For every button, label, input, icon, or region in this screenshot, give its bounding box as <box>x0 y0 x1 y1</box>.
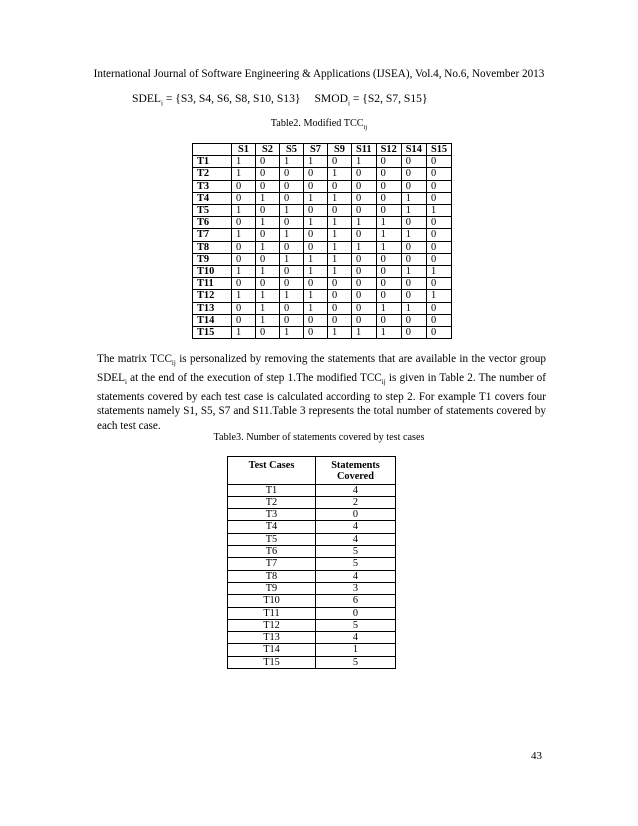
table-row <box>228 582 396 594</box>
table2-cell: 1 <box>376 327 401 339</box>
table-row <box>193 314 452 326</box>
table-row <box>228 619 396 631</box>
table2-cell: 0 <box>328 302 352 314</box>
table2-row-label: T3 <box>193 180 232 192</box>
paragraph-text-3: at the end of the execution of step 1.The modified TCC <box>126 371 382 384</box>
statements-covered-table <box>227 456 396 669</box>
table3-statements-covered: 4 <box>316 484 396 496</box>
body-paragraph <box>97 352 546 433</box>
table2-cell: 1 <box>352 241 377 253</box>
table-row <box>228 632 396 644</box>
paragraph-subscript-2: i <box>124 378 127 387</box>
table2-cell: 1 <box>232 229 256 241</box>
smod-value: = {S2, S7, S15} <box>349 92 428 105</box>
table2-cell: 0 <box>426 168 451 180</box>
table2-cell: 0 <box>280 241 304 253</box>
paragraph-subscript-3: ij <box>381 378 386 387</box>
table2-cell: 1 <box>256 241 280 253</box>
table2-cell: 1 <box>256 302 280 314</box>
table2-cell: 1 <box>232 290 256 302</box>
table2-cell: 0 <box>376 314 401 326</box>
table2-row-label: T7 <box>193 229 232 241</box>
table2-cell: 0 <box>401 217 426 229</box>
table2-row-label: T5 <box>193 205 232 217</box>
table2-cell: 0 <box>256 205 280 217</box>
table2-cell: 1 <box>401 205 426 217</box>
table2-column-header: S12 <box>376 144 401 156</box>
table-row <box>228 509 396 521</box>
table2-cell: 0 <box>256 156 280 168</box>
table2-column-header: S1 <box>232 144 256 156</box>
table3-statements-covered: 5 <box>316 656 396 668</box>
table2-row-label: T15 <box>193 327 232 339</box>
table2-cell: 0 <box>328 290 352 302</box>
table2-cell: 0 <box>401 180 426 192</box>
table2-cell: 1 <box>376 229 401 241</box>
table3-caption: Table3. Number of statements covered by test cases <box>213 432 425 443</box>
table2-cell: 1 <box>304 253 328 265</box>
table2-cell: 1 <box>256 266 280 278</box>
table2-cell: 0 <box>232 241 256 253</box>
table2-cell: 0 <box>280 180 304 192</box>
table2-cell: 0 <box>280 192 304 204</box>
table2-cell: 0 <box>426 314 451 326</box>
table3-test-case: T5 <box>228 533 316 545</box>
table2-cell: 0 <box>304 229 328 241</box>
table2-cell: 1 <box>328 241 352 253</box>
table-row <box>193 217 452 229</box>
table-row <box>193 156 452 168</box>
table-row <box>228 558 396 570</box>
table2-column-header: S9 <box>328 144 352 156</box>
table2-cell: 0 <box>352 314 377 326</box>
table2-cell: 1 <box>328 168 352 180</box>
table2-cell: 1 <box>256 217 280 229</box>
modified-tcc-table <box>192 143 452 339</box>
table3-test-case: T2 <box>228 496 316 508</box>
sdel-subscript: i <box>160 99 163 108</box>
table3-test-case: T14 <box>228 644 316 656</box>
table2-cell: 0 <box>426 192 451 204</box>
table3-statements-covered: 0 <box>316 509 396 521</box>
table2-cell: 0 <box>280 266 304 278</box>
table2-cell: 1 <box>352 217 377 229</box>
table2-cell: 1 <box>232 168 256 180</box>
table-row <box>228 546 396 558</box>
table2-column-header: S15 <box>426 144 451 156</box>
table3-test-case: T6 <box>228 546 316 558</box>
table2-cell: 1 <box>328 192 352 204</box>
table2-cell: 1 <box>352 327 377 339</box>
table2-column-header: S14 <box>401 144 426 156</box>
table2-cell: 0 <box>426 229 451 241</box>
table2-row-label: T6 <box>193 217 232 229</box>
table2-cell: 1 <box>401 302 426 314</box>
table2-column-header: S5 <box>280 144 304 156</box>
table-row <box>228 496 396 508</box>
table3-statements-covered: 3 <box>316 582 396 594</box>
table2-cell: 0 <box>232 253 256 265</box>
table2-cell: 0 <box>376 253 401 265</box>
paragraph-text-4: is given in Table 2. The number of statements covered by each test case is calculated according to step 2. For example T1 covers four statements namely S1, S5, S7 and S11.Table 3 represents the total number of statements covered by each test case. <box>97 371 546 432</box>
table2-cell: 0 <box>352 229 377 241</box>
table2-cell: 0 <box>352 205 377 217</box>
table2-cell: 0 <box>426 278 451 290</box>
table2-cell: 1 <box>280 156 304 168</box>
table3-test-case: T4 <box>228 521 316 533</box>
table2-cell: 1 <box>328 327 352 339</box>
table2-corner-cell <box>193 144 232 156</box>
table2-cell: 1 <box>401 229 426 241</box>
table2-cell: 0 <box>376 180 401 192</box>
table2-cell: 1 <box>401 192 426 204</box>
table2-cell: 0 <box>376 192 401 204</box>
table2-cell: 0 <box>401 314 426 326</box>
table3-test-case: T7 <box>228 558 316 570</box>
table2-cell: 0 <box>256 327 280 339</box>
table2-cell: 1 <box>328 266 352 278</box>
table2-cell: 0 <box>256 180 280 192</box>
table3-statements-covered: 2 <box>316 496 396 508</box>
table-row <box>228 595 396 607</box>
table2-cell: 0 <box>376 168 401 180</box>
page-number: 43 <box>531 750 542 762</box>
table3-statements-covered: 4 <box>316 521 396 533</box>
table2-cell: 0 <box>232 180 256 192</box>
table-row <box>193 278 452 290</box>
table2-cell: 0 <box>280 314 304 326</box>
table2-cell: 0 <box>280 302 304 314</box>
table2-row-label: T4 <box>193 192 232 204</box>
table2-cell: 0 <box>352 180 377 192</box>
table2-cell: 0 <box>256 253 280 265</box>
table3-test-case: T11 <box>228 607 316 619</box>
table2-row-label: T2 <box>193 168 232 180</box>
table2-cell: 0 <box>401 168 426 180</box>
table2-row-label: T13 <box>193 302 232 314</box>
smod-name: SMOD <box>314 92 348 105</box>
table-row <box>193 229 452 241</box>
table2-header-row <box>193 144 452 156</box>
table2-cell: 0 <box>232 314 256 326</box>
table2-cell: 0 <box>426 217 451 229</box>
table2-cell: 0 <box>232 217 256 229</box>
table2-cell: 1 <box>304 302 328 314</box>
table2-row-label: T8 <box>193 241 232 253</box>
table2-cell: 1 <box>256 314 280 326</box>
table2-cell: 1 <box>328 217 352 229</box>
table3-statements-covered: 0 <box>316 607 396 619</box>
table3-test-case: T9 <box>228 582 316 594</box>
table3-header-statements-covered: Statements Covered <box>316 457 396 485</box>
table2-row-label: T9 <box>193 253 232 265</box>
table2-cell: 0 <box>352 290 377 302</box>
table2-caption <box>0 118 638 131</box>
table3-test-case: T15 <box>228 656 316 668</box>
vector-sets <box>132 92 428 107</box>
table2-cell: 0 <box>376 156 401 168</box>
table3-header-row <box>228 457 396 485</box>
table2-cell: 0 <box>352 266 377 278</box>
table2-cell: 0 <box>401 290 426 302</box>
table2-cell: 1 <box>256 290 280 302</box>
table2-cell: 0 <box>401 327 426 339</box>
table2-cell: 0 <box>280 168 304 180</box>
table2-cell: 0 <box>304 241 328 253</box>
table3-test-case: T12 <box>228 619 316 631</box>
table3-statements-covered: 1 <box>316 644 396 656</box>
table2-column-header: S2 <box>256 144 280 156</box>
table2-cell: 0 <box>232 302 256 314</box>
table3-statements-covered: 6 <box>316 595 396 607</box>
table2-cell: 0 <box>232 192 256 204</box>
table-row <box>228 484 396 496</box>
table3-statements-covered: 5 <box>316 546 396 558</box>
table3-statements-covered: 5 <box>316 619 396 631</box>
table2-cell: 1 <box>232 327 256 339</box>
table2-cell: 0 <box>232 278 256 290</box>
table2-cell: 1 <box>232 156 256 168</box>
table-row <box>228 570 396 582</box>
table2-cell: 0 <box>352 278 377 290</box>
table2-cell: 0 <box>426 180 451 192</box>
table2-cell: 1 <box>304 217 328 229</box>
table2-row-label: T1 <box>193 156 232 168</box>
table2-cell: 0 <box>328 156 352 168</box>
table2-cell: 0 <box>304 278 328 290</box>
table2-caption-subscript: ij <box>363 124 368 132</box>
table-row <box>193 241 452 253</box>
table2-cell: 0 <box>304 314 328 326</box>
table2-cell: 0 <box>426 327 451 339</box>
table2-cell: 1 <box>304 266 328 278</box>
table2-cell: 0 <box>376 205 401 217</box>
table3-statements-covered: 5 <box>316 558 396 570</box>
table2-column-header: S7 <box>304 144 328 156</box>
smod-subscript: i <box>347 99 350 108</box>
table2-cell: 0 <box>401 241 426 253</box>
sdel-value: = {S3, S4, S6, S8, S10, S13} <box>162 92 301 105</box>
table-row <box>193 302 452 314</box>
table3-statements-covered: 4 <box>316 570 396 582</box>
table-row <box>228 521 396 533</box>
table3-statements-covered: 4 <box>316 632 396 644</box>
table2-cell: 1 <box>426 266 451 278</box>
table-row <box>193 192 452 204</box>
table-row <box>193 253 452 265</box>
table2-cell: 0 <box>328 205 352 217</box>
table2-cell: 0 <box>328 278 352 290</box>
table2-cell: 1 <box>304 156 328 168</box>
table2-cell: 0 <box>426 302 451 314</box>
table3-test-case: T1 <box>228 484 316 496</box>
table2-cell: 1 <box>328 253 352 265</box>
table2-cell: 1 <box>256 192 280 204</box>
table2-cell: 0 <box>426 156 451 168</box>
table3-header-test-cases: Test Cases <box>228 457 316 485</box>
table2-cell: 0 <box>304 168 328 180</box>
table2-row-label: T12 <box>193 290 232 302</box>
table2-cell: 0 <box>256 229 280 241</box>
table2-cell: 1 <box>280 253 304 265</box>
table2-cell: 0 <box>352 302 377 314</box>
table2-cell: 0 <box>376 266 401 278</box>
table2-cell: 0 <box>401 253 426 265</box>
table3-statements-covered: 4 <box>316 533 396 545</box>
table2-cell: 0 <box>352 168 377 180</box>
table-row <box>228 533 396 545</box>
table2-row-label: T11 <box>193 278 232 290</box>
paragraph-text-1: The matrix TCC <box>97 353 172 365</box>
table2-cell: 1 <box>376 241 401 253</box>
table2-cell: 0 <box>304 327 328 339</box>
table2-cell: 0 <box>352 253 377 265</box>
table3-test-case: T3 <box>228 509 316 521</box>
table2-cell: 0 <box>256 168 280 180</box>
table3-test-case: T8 <box>228 570 316 582</box>
table2-cell: 1 <box>401 266 426 278</box>
table2-cell: 0 <box>426 253 451 265</box>
paragraph-subscript-1: ij <box>171 359 176 368</box>
table2-cell: 1 <box>352 156 377 168</box>
table2-column-header: S11 <box>352 144 377 156</box>
table2-cell: 0 <box>328 314 352 326</box>
table2-cell: 1 <box>280 290 304 302</box>
table2-cell: 0 <box>280 217 304 229</box>
table2-row-label: T14 <box>193 314 232 326</box>
table2-cell: 1 <box>280 205 304 217</box>
table-row <box>228 656 396 668</box>
table2-cell: 1 <box>376 217 401 229</box>
table-row <box>193 205 452 217</box>
table3-test-case: T13 <box>228 632 316 644</box>
table2-row-label: T10 <box>193 266 232 278</box>
table2-cell: 0 <box>376 290 401 302</box>
table2-cell: 1 <box>426 290 451 302</box>
sdel-name: SDEL <box>132 92 161 105</box>
table2-cell: 1 <box>280 229 304 241</box>
table2-cell: 0 <box>304 205 328 217</box>
table-row <box>193 168 452 180</box>
table2-cell: 1 <box>232 205 256 217</box>
table2-cell: 0 <box>328 180 352 192</box>
table2-cell: 0 <box>304 180 328 192</box>
table-row <box>228 644 396 656</box>
table2-cell: 0 <box>401 278 426 290</box>
running-header: International Journal of Software Engineering & Applications (IJSEA), Vol.4, No.6, November 2013 <box>93 68 545 80</box>
table2-cell: 0 <box>426 241 451 253</box>
table2-cell: 1 <box>304 192 328 204</box>
table-row <box>193 266 452 278</box>
table2-cell: 1 <box>376 302 401 314</box>
table-row <box>193 327 452 339</box>
table2-cell: 1 <box>232 266 256 278</box>
table-row <box>193 290 452 302</box>
table2-cell: 1 <box>280 327 304 339</box>
table2-cell: 0 <box>401 156 426 168</box>
table2-caption-text: Table2. Modified TCC <box>270 118 364 129</box>
table2-cell: 0 <box>256 278 280 290</box>
table2-cell: 1 <box>328 229 352 241</box>
table-row <box>193 180 452 192</box>
table2-cell: 1 <box>304 290 328 302</box>
table-row <box>228 607 396 619</box>
table2-cell: 1 <box>426 205 451 217</box>
paragraph-text-2: is personalized by removing the statements that are available in the vector group SDEL <box>97 353 546 384</box>
table3-test-case: T10 <box>228 595 316 607</box>
table2-cell: 0 <box>376 278 401 290</box>
table2-cell: 0 <box>352 192 377 204</box>
table2-cell: 0 <box>280 278 304 290</box>
